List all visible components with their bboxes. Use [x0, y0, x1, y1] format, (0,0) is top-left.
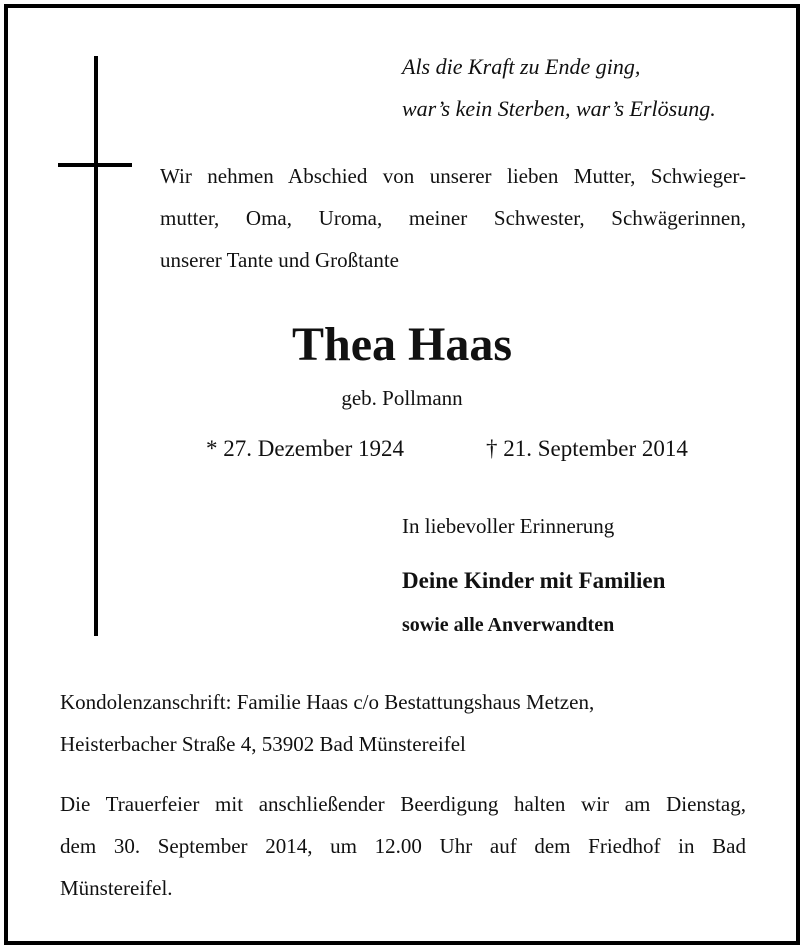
intro-line-2: mutter, Oma, Uroma, meiner Schwester, Schwägerinnen, [160, 206, 746, 230]
condolence-line-2: Heisterbacher Straße 4, 53902 Bad Münstereifel [60, 732, 466, 756]
closing-phrase: In liebevoller Erinnerung [402, 514, 615, 538]
relatives-signature: sowie alle Anverwandten [402, 614, 615, 636]
funeral-line-3: Münstereifel. [60, 876, 173, 900]
motto-line-1: Als die Kraft zu Ende ging, [402, 54, 641, 79]
motto-line-2: war’s kein Sterben, war’s Erlösung. [402, 96, 716, 121]
funeral-line-2: dem 30. September 2014, um 12.00 Uhr auf dem Friedhof in Bad [60, 834, 746, 858]
deceased-name: Thea Haas [291, 318, 513, 371]
condolence-line-1: Kondolenzanschrift: Familie Haas c/o Bestattungshaus Metzen, [60, 690, 595, 714]
death-date: † 21. September 2014 [486, 436, 688, 461]
intro-line-1: Wir nehmen Abschied von unserer lieben Mutter, Schwieger- [160, 164, 746, 188]
cross-icon-horizontal [58, 163, 132, 167]
maiden-name: geb. Pollmann [341, 386, 463, 410]
intro-line-3: unserer Tante und Großtante [160, 248, 399, 272]
funeral-line-1: Die Trauerfeier mit anschließender Beerdigung halten wir am Dienstag, [60, 792, 746, 816]
obituary-notice [4, 4, 800, 945]
birth-date: * 27. Dezember 1924 [206, 436, 404, 461]
family-signature: Deine Kinder mit Familien [402, 568, 666, 593]
